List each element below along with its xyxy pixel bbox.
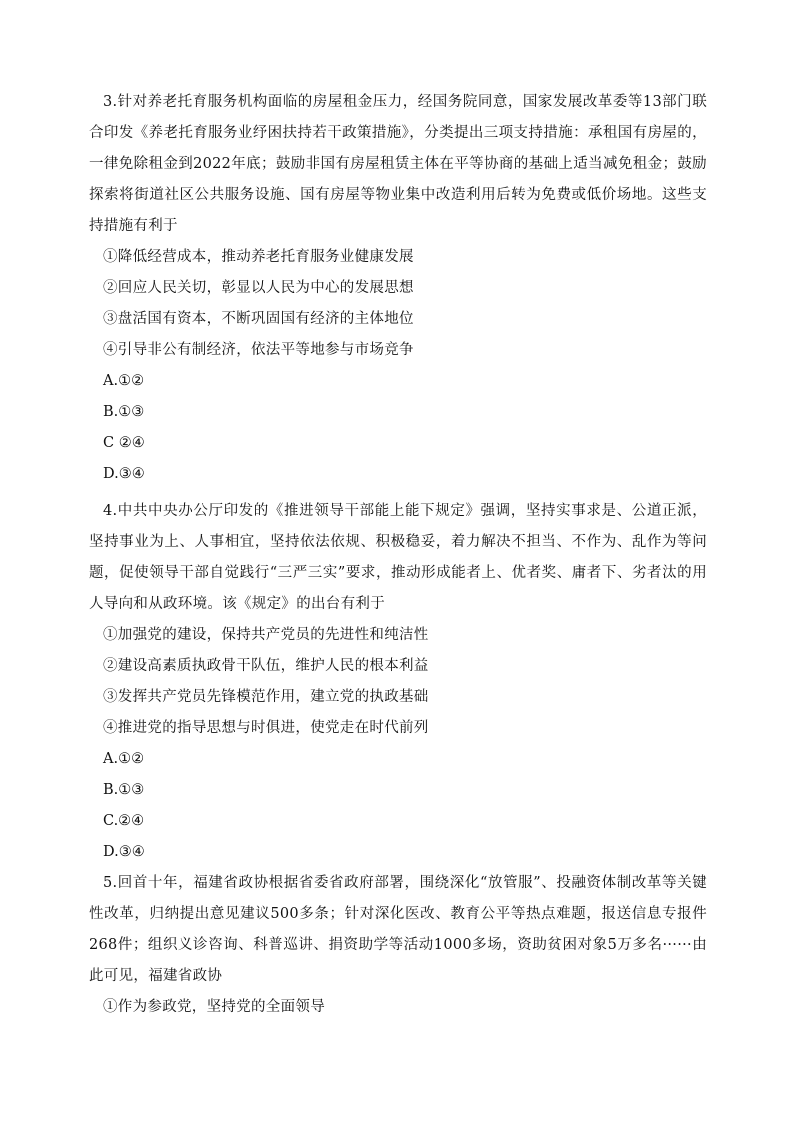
question-4-choice-b: B.①③ [103, 782, 145, 798]
question-4-option-1: ①加强党的建设，保持共产党员的先进性和纯洁性 [103, 627, 429, 643]
question-5 [89, 868, 707, 1023]
question-4-option-3: ③发挥共产党员先锋模范作用，建立党的执政基础 [103, 689, 429, 705]
question-4-choice-a: A.①② [103, 751, 145, 767]
question-4-stem: 4.中共中央办公厅印发的《推进领导干部能上能下规定》强调，坚持实事求是、公道正派，坚持事业为上、人事相宜，坚持依法依规、积极稳妥，着力解决不担当、不作为、乱作为等问题，促使领导干部自觉践行“三严三实”要求，推动形成能者上、优者奖、庸者下、劣者汰的用人导向和从政环境。该《规定》的出台有利于 [89, 503, 707, 612]
question-3-stem: 3.针对养老托育服务机构面临的房屋租金压力，经国务院同意，国家发展改革委等13部门联合印发《养老托育服务业纾困扶持若干政策措施》，分类提出三项支持措施：承租国有房屋的，一律免除租金到2022年底；鼓励非国有房屋租赁主体在平等协商的基础上适当减免租金；鼓励探索将街道社区公共服务设施、国有房屋等物业集中改造利用后转为免费或低价场地。这些支持措施有利于 [89, 94, 707, 234]
question-4-option-4: ④推进党的指导思想与时俱进，使党走在时代前列 [103, 720, 429, 736]
question-3-option-2: ②回应人民关切，彰显以人民为中心的发展思想 [103, 280, 414, 296]
question-3-choice-d: D.③④ [103, 466, 145, 482]
question-3-option-4: ④引导非公有制经济，依法平等地参与市场竞争 [103, 342, 414, 358]
question-3-choice-a: A.①② [103, 373, 145, 389]
question-3-choice-b: B.①③ [103, 404, 145, 420]
question-5-option-1: ①作为参政党，坚持党的全面领导 [103, 999, 325, 1015]
question-5-stem: 5.回首十年，福建省政协根据省委省政府部署，围绕深化“放管服”、投融资体制改革等关键性改革，归纳提出意见建议500多条；针对深化医改、教育公平等热点难题，报送信息专报件268件；组织义诊咨询、科普巡讲、捐资助学等活动1000多场，资助贫困对象5万多名······由此可见，福建省政协 [89, 875, 707, 984]
question-4-choice-d: D.③④ [103, 844, 145, 860]
question-4-option-2: ②建设高素质执政骨干队伍，维护人民的根本利益 [103, 658, 429, 674]
question-3 [89, 87, 707, 490]
question-3-option-3: ③盘活国有资本，不断巩固国有经济的主体地位 [103, 311, 414, 327]
question-3-choice-c: C ②④ [103, 435, 145, 451]
question-4-choice-c: C.②④ [103, 813, 145, 829]
question-3-option-1: ①降低经营成本，推动养老托育服务业健康发展 [103, 249, 414, 265]
question-4 [89, 496, 707, 868]
